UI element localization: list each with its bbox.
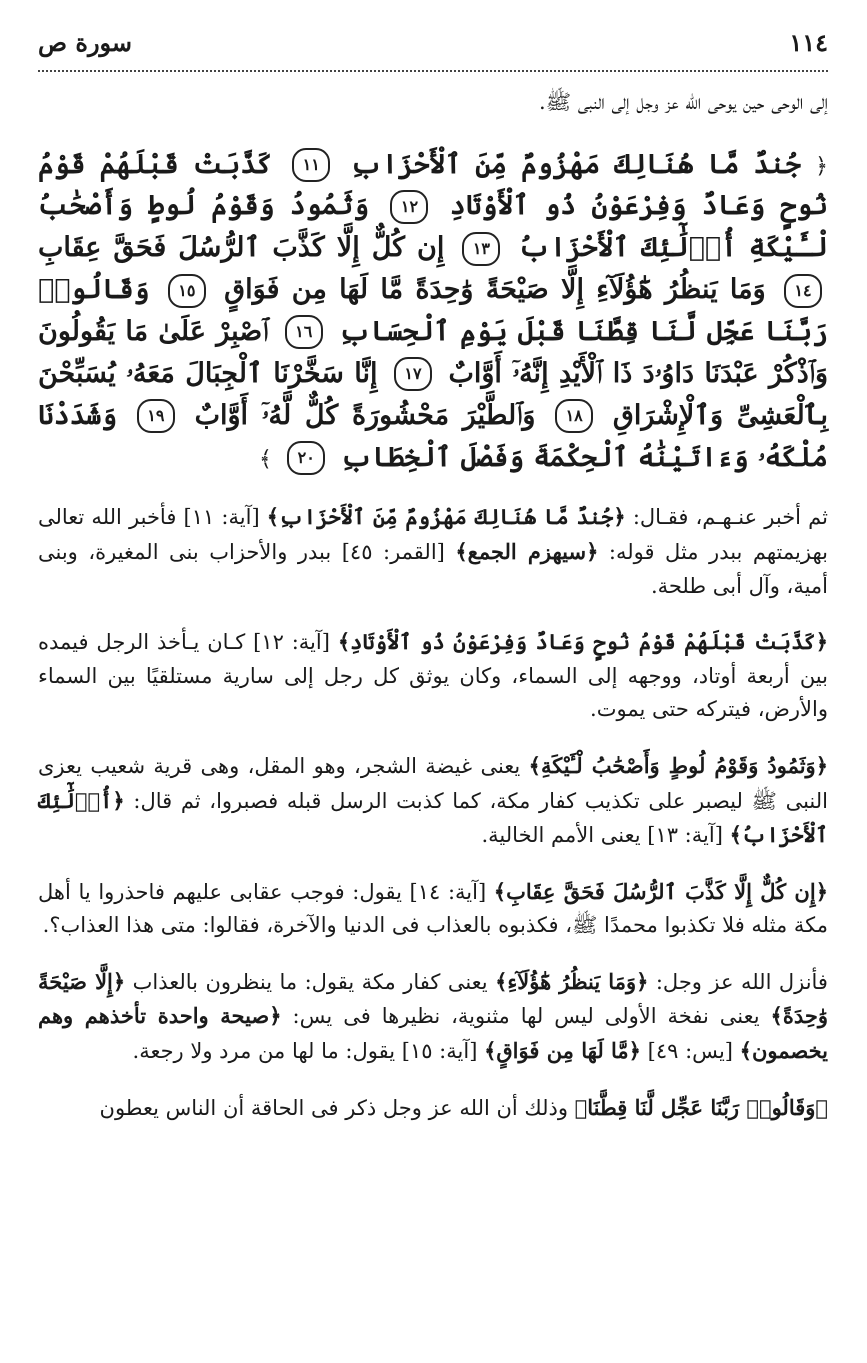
commentary-text: يعنى كفار مكة يقول: ما ينظرون بالعذاب bbox=[125, 969, 496, 994]
commentary-text: ثم أخبر عنـهـم، فقـال: bbox=[625, 505, 828, 530]
ayah-number-marker: ١٦ bbox=[285, 315, 323, 349]
quran-quote: ﴿كَذَّبَتْ قَبْلَهُمْ قَوْمُ نُوحٍ وَعَادٌ وَفِرْعَوْنُ ذُو ٱلْأَوْتَادِ﴾ bbox=[337, 629, 829, 655]
verse-text: وَثَمُودُ وَقَوْمُ لُوطٍ وَأَصْحَٰبُ لْـَٔيْكَةِ أُو۟لَٰٓئِكَ ٱلْأَحْزَابُ bbox=[38, 190, 829, 264]
verse-text: جُندٌ مَّا هُنَالِكَ مَهْزُومٌ مِّنَ ٱلْأَحْزَابِ bbox=[350, 148, 801, 180]
commentary-text: [آية: ١٣] يعنى الأمم الخالية. bbox=[481, 823, 730, 848]
quran-quote: ﴿وَثَمُودُ وَقَوْمُ لُوطٍ وَأَصْحَٰبُ لْـَٔيْكَةِ﴾ bbox=[528, 752, 828, 778]
commentary-paragraph bbox=[38, 875, 828, 943]
open-bracket: ﴿ bbox=[815, 153, 829, 179]
ayah-number-marker: ١٩ bbox=[137, 399, 175, 433]
commentary-text: فأنزل الله عز وجل: bbox=[648, 969, 828, 994]
close-bracket: ﴾ bbox=[258, 446, 272, 472]
commentary-text: [يس: ٤٩] bbox=[640, 1039, 740, 1064]
verse-text: وَقَالُوا۟ رَبَّنَا عَجِّل لَّنَا قِطَّنَا قَبْلَ يَوْمِ ٱلْحِسَابِ bbox=[38, 274, 828, 347]
commentary-paragraph bbox=[38, 749, 828, 853]
ayah-number-marker: ١١ bbox=[292, 148, 330, 182]
verse-text: إِن كُلٌّ إِلَّا كَذَّبَ ٱلرُّسُلَ فَحَقَّ عِقَابِ bbox=[38, 232, 445, 264]
ayah-number-marker: ١٣ bbox=[462, 232, 500, 266]
commentary-text: وذلك أن الله عز وجل ذكر فى الحاقة أن الناس يعطون bbox=[99, 1095, 575, 1120]
quran-quote: ﴿جُندٌ مَّا هُنَالِكَ مَهْزُومٌ مِّنَ ٱلْأَحْزَابِ﴾ bbox=[266, 504, 626, 530]
verse-text: وَشَدَدْنَا مُلْكَهُۥ وَءَاتَيْنَٰهُ ٱلْحِكْمَةَ وَفَصْلَ ٱلْخِطَابِ bbox=[38, 399, 828, 473]
commentary-paragraph bbox=[38, 1091, 828, 1126]
commentary-text: [القمر: ٤٥] ببدر والأحزاب بنى المغيرة، وبنى أمية، وآل أبى طلحة. bbox=[38, 539, 828, 598]
quran-quote: ﴿صيحة واحدة تأخذهم وهم يخصمون﴾ bbox=[38, 1003, 828, 1064]
commentary-text: [آية: ١٥] يقول: ما لها من مرد ولا رجعة. bbox=[132, 1039, 485, 1064]
commentary-text: يعنى نفخة الأولى ليس لها مثنوية، نظيرها فى يس: bbox=[281, 1004, 771, 1029]
quran-quote: ﴿إِلَّا صَيْحَةً وَٰحِدَةً﴾ bbox=[38, 968, 828, 1029]
quran-quote: ﴿وَقَالُوا۟ رَبَّنَا عَجِّل لَّنَا قِطَّنَا﴾ bbox=[574, 1094, 828, 1120]
page-number: ١١٤ bbox=[789, 28, 828, 57]
commentary-paragraph bbox=[38, 625, 828, 727]
verse-text: ٱصْبِرْ عَلَىٰ مَا يَقُولُونَ وَٱذْكُرْ عَبْدَنَا دَاوُۥدَ ذَا ٱلْأَيْدِ إِنَّهُۥٓ أَوَّابٌ bbox=[38, 315, 829, 389]
commentary-text: [آية: ١٤] يقول: فوجب عقابى عليهم فاحذروا يا أهل مكة مثله فلا تكذبوا محمدًا ﷺ، فكذبوه بالعذاب فى الدنيا والآخرة، فقالوا: متى هذا العذاب؟. bbox=[38, 879, 828, 938]
verse-text: إِنَّا سَخَّرْنَا ٱلْجِبَالَ مَعَهُۥ يُسَبِّحْنَ بِٱلْعَشِىِّ وَٱلْإِشْرَاقِ bbox=[38, 357, 829, 431]
commentary-text: [آية: ١١] فأخبر الله تعالى بهزيمتهم ببدر مثل قوله: bbox=[38, 505, 828, 564]
quran-quote: ﴿أُو۟لَٰٓئِكَ ٱلْأَحْزَابُ﴾ bbox=[38, 787, 828, 848]
quran-quote: ﴿مَّا لَهَا مِن فَوَاقٍ﴾ bbox=[484, 1038, 641, 1064]
quran-quote: ﴿إِن كُلٌّ إِلَّا كَذَّبَ ٱلرُّسُلَ فَحَقَّ عِقَابِ﴾ bbox=[493, 878, 828, 904]
commentary-paragraph bbox=[38, 965, 828, 1069]
commentary-text: [آية: ١٢] كـان يـأخذ الرجل فيمده بين أربعة أوتاد، ووجهه إلى السماء، وكان يوثق كل رجل إلى سارية مستلقيًا بين السماء والأرض، فيتركه حتى يموت. bbox=[38, 630, 828, 722]
quran-quote: ﴿وَمَا يَنظُرُ هَٰٓؤُلَآءِ﴾ bbox=[495, 968, 649, 994]
ayah-number-marker: ١٧ bbox=[394, 357, 432, 391]
ayah-number-marker: ١٤ bbox=[784, 274, 822, 308]
quran-quote: ﴿سيهزم الجمع﴾ bbox=[455, 538, 599, 564]
ayah-number-marker: ١٢ bbox=[390, 190, 428, 224]
verse-text: وَٱلطَّيْرَ مَحْشُورَةً كُلٌّ لَّهُۥٓ أَوَّابٌ bbox=[194, 399, 536, 431]
ayah-number-marker: ١٥ bbox=[168, 274, 206, 308]
verse-text: وَمَا يَنظُرُ هَٰٓؤُلَآءِ إِلَّا صَيْحَةً وَٰحِدَةً مَّا لَهَا مِن فَوَاقٍ bbox=[224, 274, 766, 306]
quran-verses-block bbox=[38, 144, 828, 479]
commentary-paragraph bbox=[38, 500, 828, 603]
verse-text: كَذَّبَتْ قَبْلَهُمْ قَوْمُ نُوحٍ وَعَادٌ وَفِرْعَوْنُ ذُو ٱلْأَوْتَادِ bbox=[38, 148, 829, 222]
ayah-number-marker: ٢٠ bbox=[287, 441, 325, 475]
ayah-number-marker: ١٨ bbox=[555, 399, 593, 433]
page-header bbox=[38, 28, 828, 72]
book-page bbox=[38, 28, 828, 1125]
commentary-text: يعنى غيضة الشجر، وهو المقل، وهى قرية شعيب يعزى النبى ﷺ ليصبر على تكذيب كفار مكة، كما كذبت الرسل قبله فصبروا، ثم قال: bbox=[38, 753, 828, 813]
intro-line: إلى الوحى حين يوحى الله عز وجل إلى النبى ﷺ. bbox=[539, 90, 828, 114]
surah-title: سورة ص bbox=[38, 28, 133, 57]
